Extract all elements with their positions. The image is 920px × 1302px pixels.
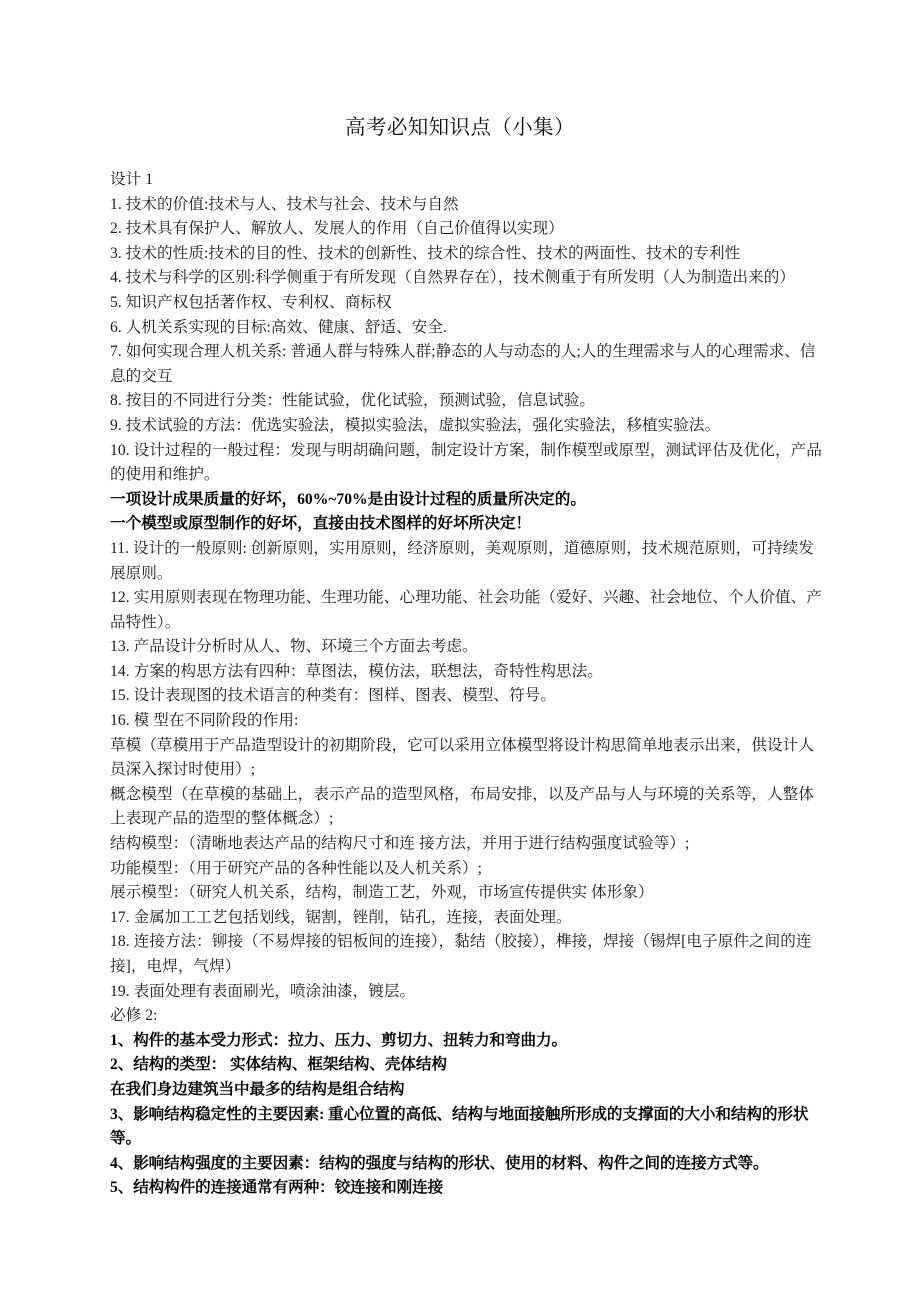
section-heading-design: 设计 1: [110, 171, 154, 188]
list-item: 13. 产品设计分析时从人、物、环境三个方面去考虑。: [110, 638, 478, 656]
list-item: 2. 技术具有保护人、解放人、发展人的作用（自己价值得以实现）: [110, 220, 564, 238]
list-item: 7. 如何实现合理人机关系: 普通人群与特殊人群;静态的人与动态的人;人的生理需求与人的心理需求、信息的交互: [110, 343, 816, 385]
list-item: 10. 设计过程的一般过程：发现与明胡确问题，制定设计方案，制作模型或原型，测试评估及优化，产品的使用和维护。: [110, 441, 822, 484]
list-item: 16. 模 型在不同阶段的作用:: [110, 712, 299, 730]
list-item: 17. 金属加工工艺包括划线，锯割，锉削，钻孔，连接，表面处理。: [110, 908, 572, 926]
list-item: 1、构件的基本受力形式：拉力、压力、剪切力、扭转力和弯曲力。: [110, 1031, 568, 1049]
list-item: 14. 方案的构思方法有四种：草图法，模仿法，联想法，奇特性构思法。: [110, 662, 603, 680]
list-item: 11. 设计的一般原则: 创新原则，实用原则，经济原则，美观原则，道德原则，技术规范原则，可持续发展原则。: [110, 539, 815, 582]
page-title: 高考必知知识点（小集）: [345, 117, 575, 139]
list-item: 9. 技术试验的方法：优选实验法，模拟实验法，虚拟实验法，强化实验法，移植实验法。: [110, 416, 721, 434]
list-item: 概念模型（在草模的基础上，表示产品的造型风格，布局安排，以及产品与人与环境的关系等，人整体上表现产品的造型的整体概念）;: [110, 785, 814, 828]
list-item: 1. 技术的价值:技术与人、技术与社会、技术与自然: [110, 195, 459, 213]
list-item: 展示模型：（研究人机关系，结构，制造工艺，外观，市场宣传提供实 体形象）: [110, 884, 654, 902]
list-item: 功能模型：（用于研究产品的各种性能以及人机关系）;: [110, 859, 483, 877]
list-item: 3. 技术的性质:技术的目的性、技术的创新性、技术的综合性、技术的两面性、技术的专利性: [110, 244, 741, 262]
list-item: 4、影响结构强度的主要因素：结构的强度与结构的形状、使用的材料、构件之间的连接方式等。: [110, 1154, 769, 1172]
list-item: 2、结构的类型： 实体结构、框架结构、壳体结构: [110, 1056, 447, 1074]
list-item: 5、结构构件的连接通常有两种：铰连接和刚连接: [110, 1179, 444, 1197]
list-item: 草模（草模用于产品造型设计的初期阶段，它可以采用立体模型将设计构思简单地表示出来，供设计人员深入探讨时使用）;: [110, 736, 814, 779]
list-item: 12. 实用原则表现在物理功能、生理功能、心理功能、社会功能（爱好、兴趣、社会地位、个人价值、产品特性）。: [110, 589, 822, 631]
emphasis-line: 一项设计成果质量的好坏，60%~70%是由设计过程的质量所决定的。: [110, 490, 586, 508]
list-item: 结构模型：（清晰地表达产品的结构尺寸和连 接方法，并用于进行结构强度试验等）;: [110, 835, 690, 853]
list-item: 3、影响结构稳定性的主要因素: 重心位置的高低、结构与地面接触所形成的支撑面的大小和结构的形状等。: [110, 1105, 809, 1148]
list-item: 19. 表面处理有表面刷光，喷涂油漆，镀层。: [110, 982, 416, 1000]
list-item: 6. 人机关系实现的目标:高效、健康、舒适、安全.: [110, 318, 447, 336]
section-heading-required2: 必修 2:: [110, 1007, 158, 1025]
emphasis-line: 一个模型或原型制作的好坏，直接由技术图样的好坏所决定！: [110, 515, 532, 533]
document-body: [0, 143, 920, 1201]
list-item: 18. 连接方法：铆接（不易焊接的铝板间的连接），黏结（胶接），榫接，焊接（锡焊[电子原件之间的连接]，电焊，气焊）: [110, 933, 812, 975]
list-item: 4. 技术与科学的区别:科学侧重于有所发现（自然界存在），技术侧重于有所发明（人为制造出来的）: [110, 269, 796, 287]
list-item: 在我们身边建筑当中最多的结构是组合结构: [110, 1080, 405, 1098]
list-item: 15. 设计表现图的技术语言的种类有：图样、图表、模型、符号。: [110, 687, 556, 705]
list-item: 8. 按目的不同进行分类：性能试验，优化试验，预测试验，信息试验。: [110, 392, 596, 410]
list-item: 5. 知识产权包括著作权、专利权、商标权: [110, 293, 392, 311]
